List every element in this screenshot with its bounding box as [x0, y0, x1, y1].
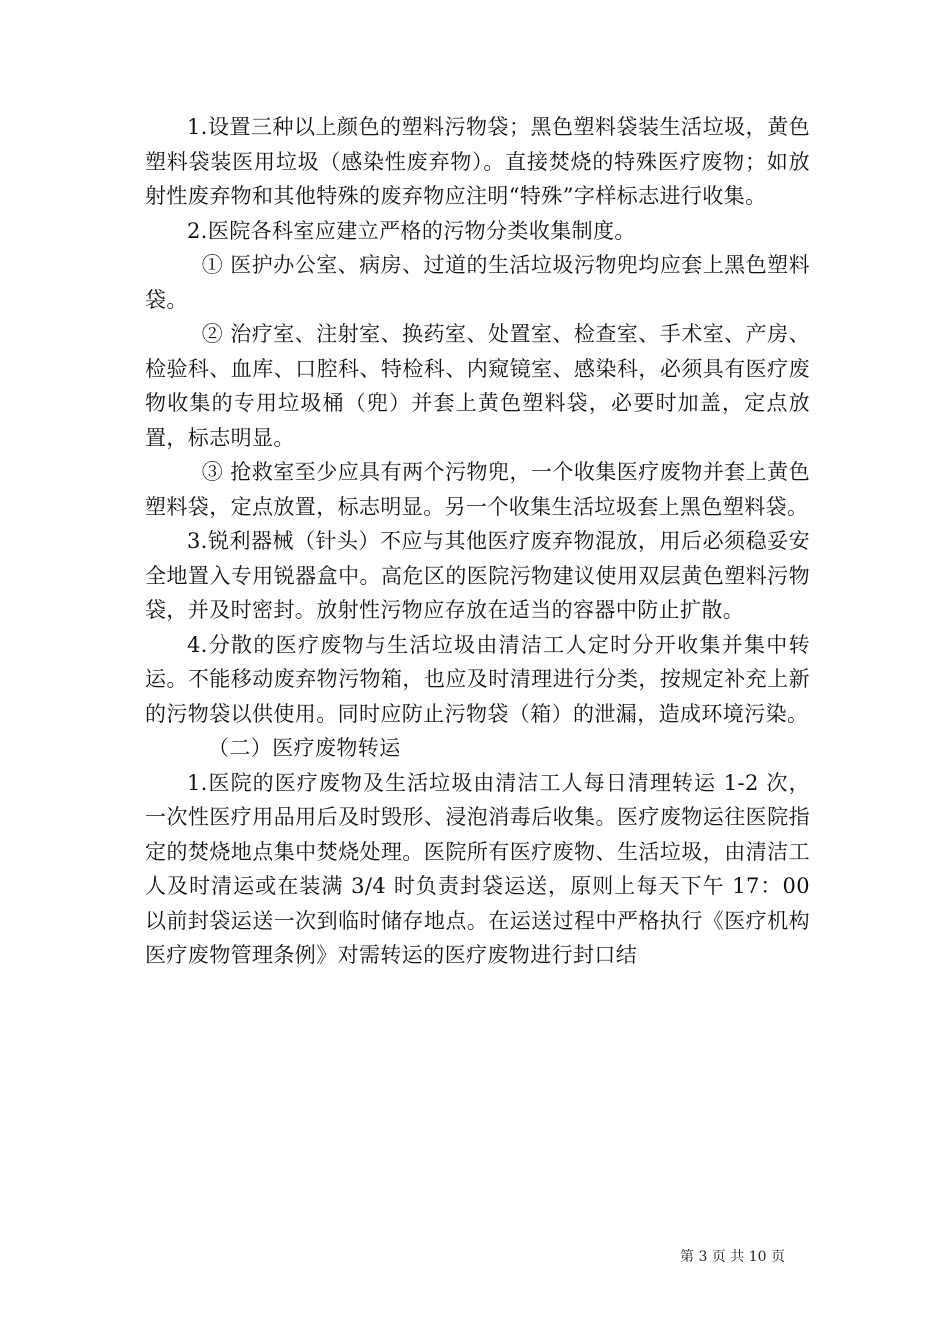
paragraph-2-item-2: ② 治疗室、注射室、换药室、处置室、检查室、手术室、产房、检验科、血库、口腔科、特检科、内窥镜室、感染科，必须具有医疗废物收集的专用垃圾桶（兜）并套上黄色塑料袋，必要时加盖，定点放置，标志明显。 — [145, 322, 810, 450]
section-heading-transport: （二）医疗废物转运 — [208, 736, 401, 760]
document-body — [145, 110, 810, 973]
paragraph-3: 3.锐利器械（针头）不应与其他医疗废弃物混放，用后必须稳妥安全地置入专用锐器盒中。高危区的医院污物建议使用双层黄色塑料污物袋，并及时密封。放射性污物应存放在适当的容器中防止扩散。 — [145, 529, 810, 622]
paragraph-transport-1: 1.医院的医疗废物及生活垃圾由清洁工人每日清理转运 1-2 次，一次性医疗用品用后及时毁形、浸泡消毒后收集。医疗废物运往医院指定的焚烧地点集中焚烧处理。医院所有医疗废物、生活垃圾，由清洁工人及时清运或在装满 3/4 时负责封袋运送，原则上每天下午 17：00 以前封袋运送一次到临时储存地点。在运送过程中严格执行《医疗机构医疗废物管理条例》对需转运的医疗废物进行封口结 — [145, 770, 810, 967]
paragraph-2-item-1: ① 医护办公室、病房、过道的生活垃圾污物兜均应套上黑色塑料袋。 — [145, 253, 810, 312]
paragraph-1: 1.设置三种以上颜色的塑料污物袋；黑色塑料袋装生活垃圾，黄色塑料袋装医用垃圾（感染性废弃物）。直接焚烧的特殊医疗废物；如放射性废弃物和其他特殊的废弃物应注明“特殊”字样标志进行收集。 — [145, 115, 810, 208]
page-number-footer: 第 3 页 共 10 页 — [680, 1249, 785, 1265]
paragraph-2: 2.医院各科室应建立严格的污物分类收集制度。 — [187, 218, 636, 243]
paragraph-2-item-3: ③ 抢救室至少应具有两个污物兜，一个收集医疗废物并套上黄色塑料袋，定点放置，标志明显。另一个收集生活垃圾套上黑色塑料袋。 — [145, 460, 810, 519]
paragraph-4: 4.分散的医疗废物与生活垃圾由清洁工人定时分开收集并集中转运。不能移动废弃物污物箱，也应及时清理进行分类，按规定补充上新的污物袋以供使用。同时应防止污物袋（箱）的泄漏，造成环境污染。 — [145, 632, 810, 726]
